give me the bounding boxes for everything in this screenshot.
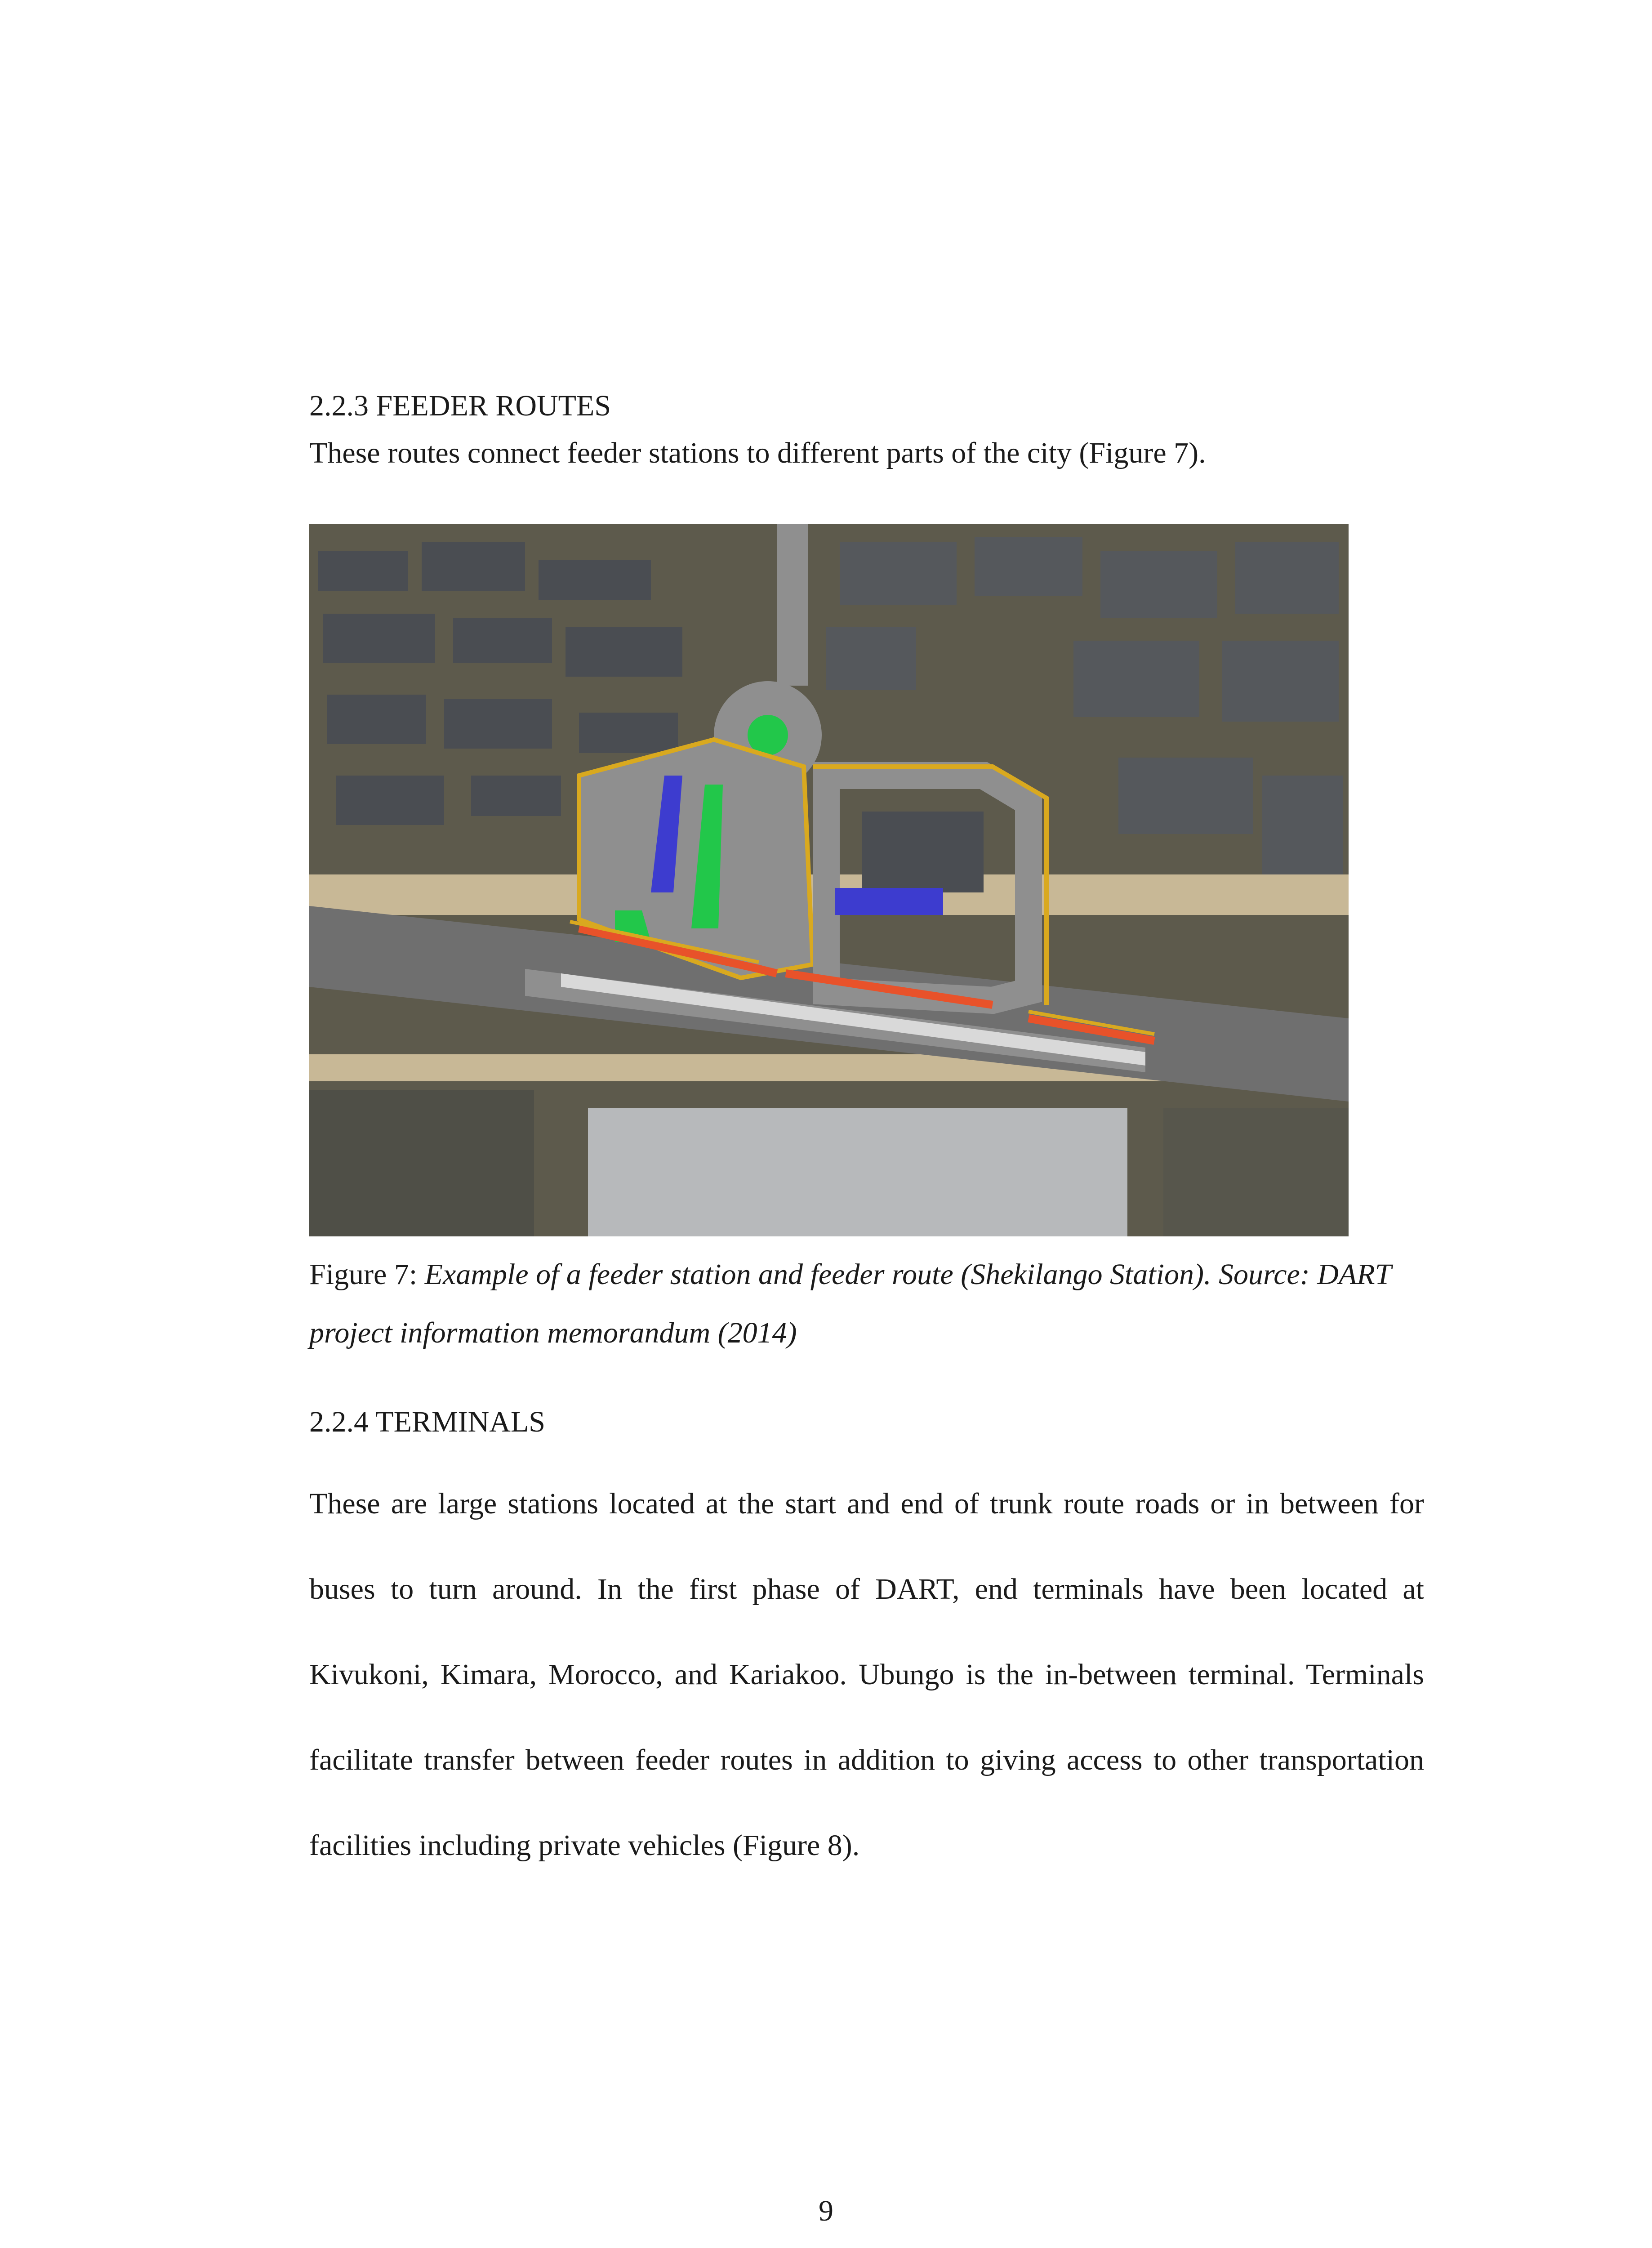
central-building (862, 812, 984, 892)
figure-7-aerial-image (309, 524, 1349, 1236)
warehouse-roof (588, 1108, 1127, 1236)
page-number: 9 (819, 2194, 833, 2227)
paragraph-terminals: These are large stations located at the start and end of trunk route roads or in between for buses to turn around. In the first phase of DART, end terminals have been located at Kivukoni, Kimara, Morocco, and Kariakoo. Ubungo is the in-between terminal. Terminals facilitate transfer between feeder routes in addition to giving access to other transportation facilities including private vehicles (Figure 8). (309, 1487, 1424, 1862)
lower-left-block (309, 1090, 534, 1236)
paragraph-feeder-routes: These routes connect feeder stations to different parts of the city (Figure 7). (309, 437, 1206, 469)
figure-7-caption (309, 1245, 1424, 1362)
lower-right-block (1163, 1108, 1349, 1236)
figure-label: Figure 7: (309, 1258, 425, 1291)
section-heading-feeder-routes: 2.2.3 FEEDER ROUTES (309, 389, 611, 422)
access-road-north (777, 524, 808, 686)
aerial-station-plan (309, 524, 1349, 1236)
blue-parking-area (835, 888, 943, 915)
section-heading-terminals: 2.2.4 TERMINALS (309, 1405, 545, 1438)
figure-caption-text: Example of a feeder station and feeder route (Shekilango Station). Source: DART project information memorandum (2014) (309, 1258, 1391, 1349)
